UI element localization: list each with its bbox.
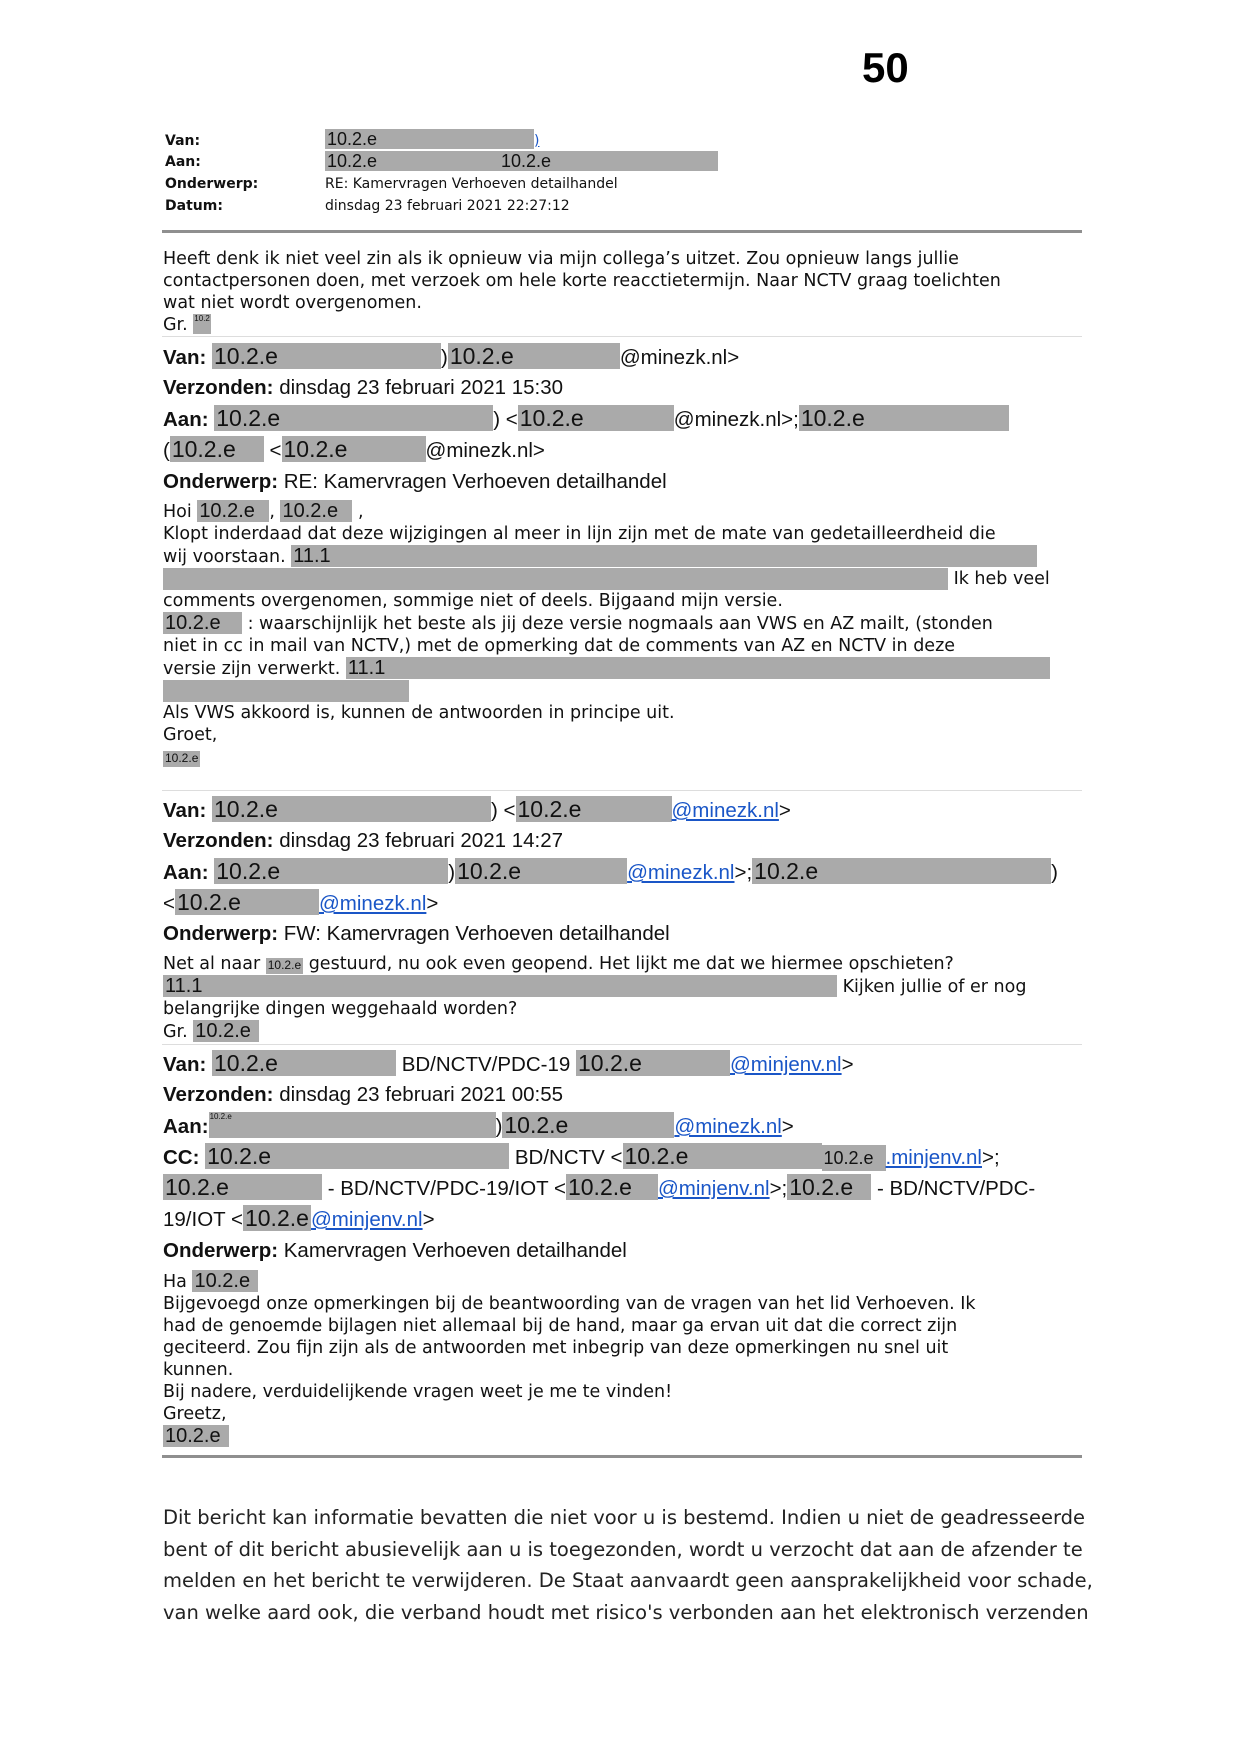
redaction-mark: 10.2.e — [267, 958, 302, 972]
redaction-mark: 10.2.e — [787, 1174, 871, 1200]
redaction-mark: 10.2.e — [455, 858, 627, 884]
redaction-mark: 10.2.e — [163, 612, 242, 634]
footer-rule — [162, 1455, 1082, 1458]
redaction-mark: 10.2.e — [165, 751, 199, 765]
header-onderwerp: RE: Kamervragen Verhoeven detailhandel — [325, 176, 618, 192]
redaction-mark: 10.2.e — [822, 1145, 886, 1171]
redaction-mark: 10.2.e — [448, 343, 620, 369]
msg1-aan-line: Aan: 10.2.e ) <10.2.e @minezk.nl>;10.2.e — [163, 405, 1009, 434]
redaction-mark: 10.2.e — [214, 405, 493, 431]
email-link[interactable]: @minjenv.nl — [310, 1208, 423, 1231]
redaction-mark: 10.2.e — [212, 343, 441, 369]
disclaimer: Dit bericht kan informatie bevatten die niet voor u is bestemd. Indien u niet de geadresseerde bent of dit bericht abusievelijk aan u is toegezonden, wordt u verzocht dat aan de afzender te melden en het bericht te verwijderen. De Staat aanvaardt geen aansprakelijkheid voor schade, van welke aard ook, die verband houdt met risico's verbonden aan het elektronisch verzenden — [163, 1506, 1093, 1624]
page-number: 50 — [862, 44, 909, 91]
redaction-mark: 11.1 — [346, 657, 1050, 679]
redaction-mark: 10.2.e — [752, 858, 1051, 884]
msg3-cc-line: CC: 10.2.e BD/NCTV <10.2.e 10.2.e .minjenv.nl>; — [163, 1143, 1000, 1169]
redaction-mark: 10.2.e — [205, 1143, 509, 1169]
redaction-mark: 10.2.e — [197, 500, 269, 522]
msg2-aan-line: Aan: 10.2.e )10.2.e @minezk.nl>;10.2.e ) — [163, 858, 1058, 884]
redaction-mark: 10.2.e — [175, 889, 319, 915]
msg2-aan-line-2: <10.2.e @minezk.nl> — [163, 889, 439, 915]
header-aan-label: Aan: — [165, 154, 201, 170]
header-rule — [162, 230, 1082, 233]
redaction-mark: 10.2.e — [212, 796, 491, 822]
email-link[interactable]: @minezk.nl — [674, 1115, 782, 1138]
header-onderwerp-label: Onderwerp: — [165, 176, 259, 192]
email-link[interactable]: @minezk.nl — [671, 799, 779, 822]
redaction-mark: 10.2.e — [325, 129, 534, 149]
message-2-body: Net al naar 10.2.e gestuurd, nu ook even geopend. Het lijkt me dat we hiermee opschieten? 11.1 Kijken jullie of er nog belangrijke dingen weggehaald worden? Gr. 10.2.e — [163, 954, 1027, 1042]
redaction-mark: 10.2.e — [576, 1050, 730, 1076]
redaction-mark: 10.2.e — [325, 151, 499, 171]
redaction-mark: 10.2.e — [209, 1112, 496, 1138]
redaction-mark: 10.2.e — [212, 1050, 396, 1076]
redaction-mark: 10.2.e — [243, 1205, 311, 1231]
msg1-onderwerp-line: Onderwerp: RE: Kamervragen Verhoeven detailhandel — [163, 470, 667, 493]
redaction-mark: 10.2.e — [193, 1020, 259, 1042]
redaction-mark: 10.2.e — [214, 858, 448, 884]
redaction-mark: 10.2.e — [499, 151, 718, 171]
redaction-block — [163, 568, 948, 590]
email-link[interactable]: @minjenv.nl — [730, 1053, 842, 1076]
msg3-aan-line: Aan:10.2.e )10.2.e @minezk.nl> — [163, 1112, 794, 1138]
email-link[interactable]: .minjenv.nl — [885, 1146, 982, 1169]
redaction-mark: 10.2.e — [799, 405, 1009, 431]
email-link[interactable]: @minezk.nl — [318, 892, 427, 915]
msg3-verzonden-line: Verzonden: dinsdag 23 februari 2021 00:55 — [163, 1083, 564, 1106]
msg1-verzonden-line: Verzonden: dinsdag 23 februari 2021 15:30 — [163, 376, 564, 399]
msg3-cc-line-2: 10.2.e - BD/NCTV/PDC-19/IOT <10.2.e @minjenv.nl>;10.2.e - BD/NCTV/PDC- — [165, 1174, 1036, 1200]
redaction-mark: 11.1 — [291, 545, 1037, 567]
redaction-mark: 10.2.e — [280, 500, 352, 522]
message-0-body: Heeft denk ik niet veel zin als ik opnieuw via mijn collega’s uitzet. Zou opnieuw langs jullie contactpersonen doen, met verzoek om hele korte reacctietermijn. Naar NCTV graag toelichten wat niet wordt overgenomen. Gr. 10.2 — [163, 249, 1001, 335]
redaction-mark: 10.2.e — [170, 436, 264, 462]
email-link[interactable]: @minezk.nl — [627, 861, 735, 884]
message-divider — [162, 790, 1082, 791]
msg2-verzonden-line: Verzonden: dinsdag 23 februari 2021 14:27 — [163, 829, 564, 852]
redaction-mark: 10.2.e — [502, 1112, 674, 1138]
header-datum-label: Datum: — [165, 198, 223, 214]
redaction-mark: 10.2.e — [282, 436, 426, 462]
redaction-mark: 10.2.e — [163, 1174, 322, 1200]
redaction-mark: 10.2.e — [518, 405, 674, 431]
message-divider — [162, 336, 1082, 337]
msg1-van-line: Van: 10.2.e )10.2.e @minezk.nl> — [163, 343, 740, 369]
header-van-label: Van: — [165, 133, 201, 149]
msg2-van-line: Van: 10.2.e ) <10.2.e @minezk.nl> — [163, 796, 791, 822]
redaction-mark: 10.2.e — [566, 1174, 658, 1200]
redaction-mark: 10.2.e — [192, 1270, 258, 1292]
redaction-mark: 10.2.e — [516, 796, 672, 822]
redaction-mark: 10.2 — [193, 314, 211, 334]
message-divider — [162, 1044, 1082, 1045]
header-van-link[interactable]: ) — [534, 133, 540, 149]
message-3-body: Ha 10.2.e Bijgevoegd onze opmerkingen bij de beantwoording van de vragen van het lid Verhoeven. Ik had de genoemde bijlagen niet allemaal bij de hand, maar ga ervan uit dat die correct zijn geciteerd. Zou fijn zijn als de antwoorden met inbegrip van deze opmerkingen nu snel uit kunnen. Bij nadere, verduidelijkende vragen weet je me te vinden! Greetz, 10.2.e — [163, 1270, 976, 1447]
redaction-mark: 11.1 — [163, 975, 837, 997]
msg3-cc-line-3: 19/IOT <10.2.e@minjenv.nl> — [163, 1205, 435, 1231]
redaction-block — [163, 680, 409, 702]
email-link[interactable]: @minjenv.nl — [657, 1177, 770, 1200]
msg1-aan-line-2: (10.2.e <10.2.e @minezk.nl> — [163, 436, 545, 462]
message-1-body: Hoi 10.2.e , 10.2.e , Klopt inderdaad dat deze wijzigingen al meer in lijn zijn met de mate van gedetailleerdheid die wij voorstaan. 11.1 Ik heb veel comments overgenomen, sommige niet of deels. Bijgaand mijn versie. 10.2.e : waarschijnlijk het beste als jij deze versie nogmaals aan VWS en AZ mailt, (stonden niet in cc in mail van NCTV,) met de opmerking dat de comments van AZ en NCTV in deze versie zijn verwerkt. 11.1 Als VWS akkoord is, kunnen de antwoorden in principe uit. Groet, 10.2.e — [163, 500, 1050, 765]
redaction-mark: 10.2.e — [623, 1143, 822, 1169]
redaction-mark: 10.2.e — [163, 1425, 229, 1447]
msg2-onderwerp-line: Onderwerp: FW: Kamervragen Verhoeven detailhandel — [163, 922, 670, 945]
msg3-van-line: Van: 10.2.e BD/NCTV/PDC-19 10.2.e @minjenv.nl> — [163, 1050, 854, 1076]
msg3-onderwerp-line: Onderwerp: Kamervragen Verhoeven detailhandel — [163, 1239, 627, 1262]
header-datum: dinsdag 23 februari 2021 22:27:12 — [325, 198, 570, 214]
